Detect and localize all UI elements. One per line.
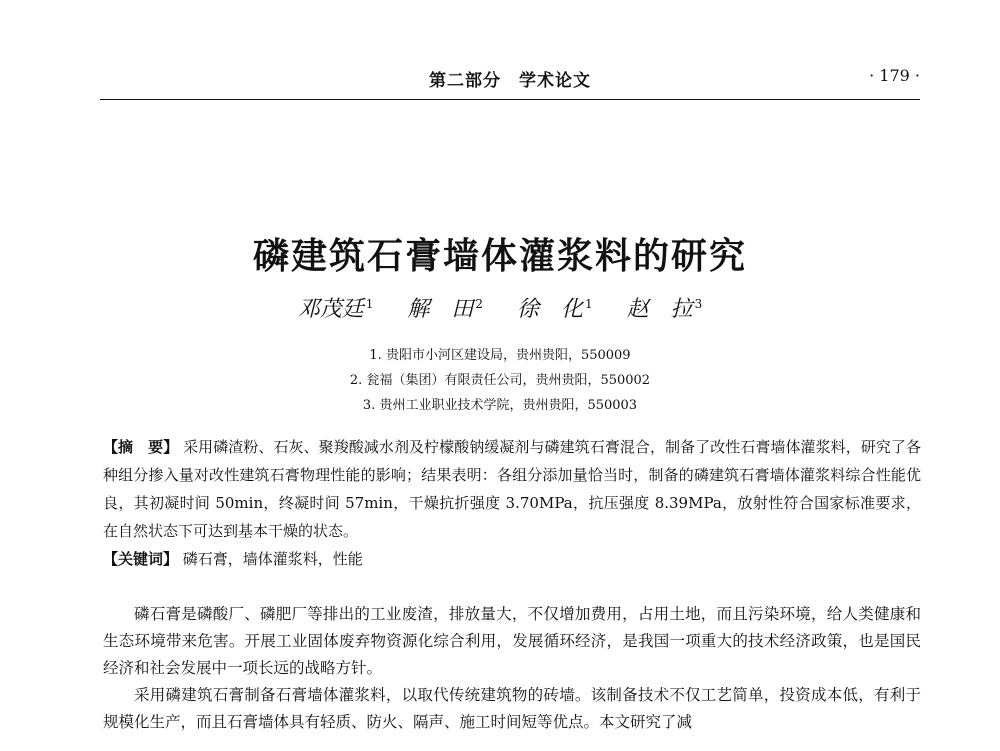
keywords-text: 磷石膏，墙体灌浆料，性能 (182, 550, 363, 568)
author-name: 赵 拉 (626, 297, 693, 322)
keywords (103, 545, 921, 573)
author-name: 解 田 (407, 297, 474, 322)
affiliation: 3. 贵州工业职业技术学院，贵州贵阳，550003 (362, 398, 638, 413)
author (627, 292, 703, 323)
author-affil-mark: 1 (585, 296, 593, 311)
author-name: 邓茂廷 (297, 297, 364, 322)
paper-title: 磷建筑石膏墙体灌浆料的研究 (252, 235, 747, 277)
author (407, 292, 483, 323)
author-affil-mark: 2 (475, 296, 483, 311)
abstract-block (103, 433, 921, 573)
body-text (103, 601, 921, 736)
abstract-label: 【摘 要】 (103, 438, 179, 456)
author-list (0, 292, 1000, 323)
header-rule (100, 99, 920, 100)
abstract-text: 采用磷渣粉、石灰、聚羧酸减水剂及柠檬酸钠缓凝剂与磷建筑石膏混合，制备了改性石膏墙体灌浆料，研究了各种组分掺入量对改性建筑石膏物理性能的影响；结果表明：各组分添加量恰当时，制备的磷建筑石膏墙体灌浆料综合性能优良，其初凝时间 50min，终凝时间 57min，干燥抗折强度 3.70MPa，抗压强度 8.39MPa，放射性符合国家标准要求，在自然状态下可达到基本干燥的状态。 (103, 438, 921, 540)
author (298, 292, 374, 323)
keywords-label: 【关键词】 (103, 550, 179, 568)
author (517, 292, 593, 323)
abstract (103, 433, 921, 545)
page-number: · 179 · (869, 66, 920, 85)
body-paragraph: 采用磷建筑石膏制备石膏墙体灌浆料，以取代传统建筑物的砖墙。该制备技术不仅工艺简单，投资成本低，有利于规模化生产，而且石膏墙体具有轻质、防火、隔声、施工时间短等优点。本文研究了减 (103, 686, 921, 731)
running-head-section: 第二部分 学术论文 (429, 71, 591, 91)
author-affil-mark: 1 (365, 296, 374, 311)
author-affil-mark: 3 (694, 296, 703, 311)
author-name: 徐 化 (517, 297, 584, 322)
running-head (100, 66, 920, 94)
body-paragraph: 磷石膏是磷酸厂、磷肥厂等排出的工业废渣，排放量大，不仅增加费用，占用土地，而且污染环境，给人类健康和生态环境带来危害。开展工业固体废弃物资源化综合利用，发展循环经济，是我国一项重大的技术经济政策，也是国民经济和社会发展中一项长远的战略方针。 (103, 605, 921, 677)
affiliation: 1. 贵阳市小河区建设局，贵州贵阳，550009 (369, 348, 631, 363)
affiliation: 2. 瓮福（集团）有限责任公司，贵州贵阳，550002 (349, 373, 651, 388)
affiliation-list (0, 343, 1000, 418)
